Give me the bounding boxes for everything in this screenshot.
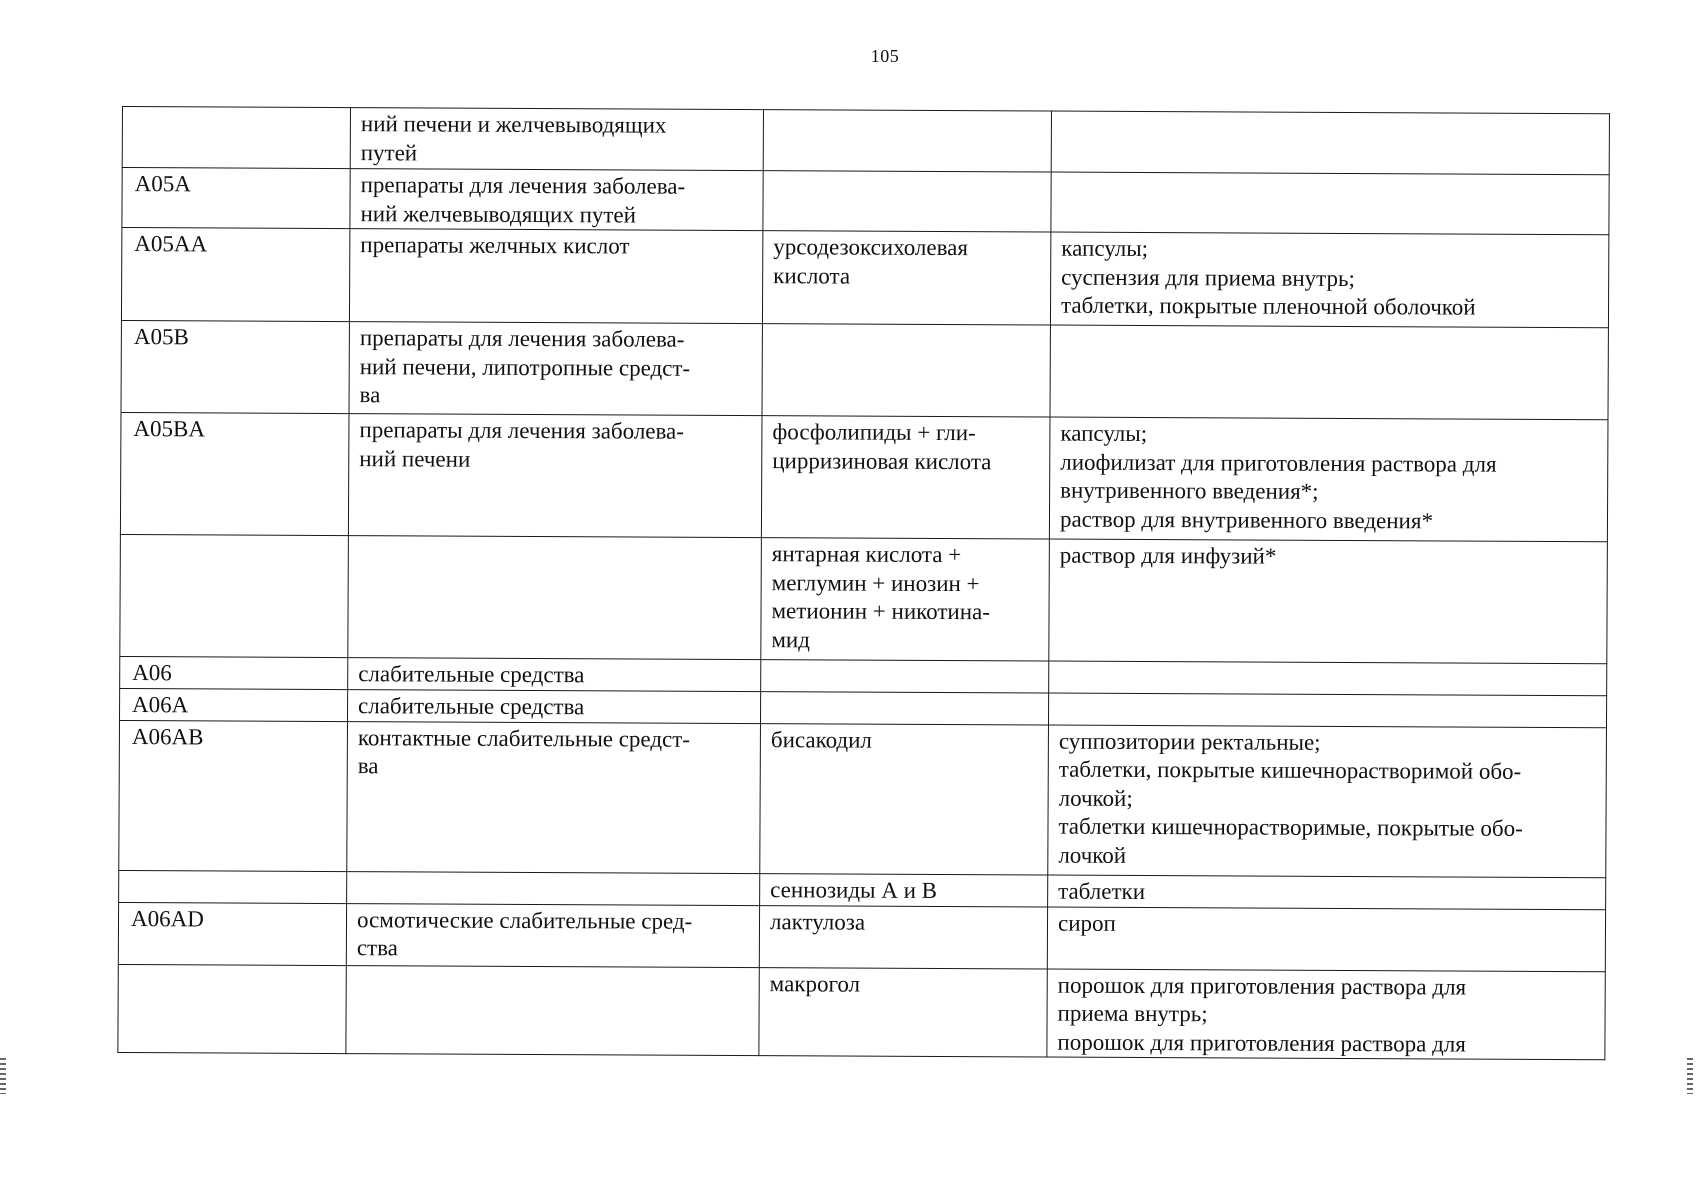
cell-line: суппозитории ректальные; <box>1058 728 1321 755</box>
anatomical-group-cell <box>350 169 763 231</box>
substance-cell <box>759 905 1047 968</box>
atc-code-cell <box>119 870 347 903</box>
substance-cell <box>762 324 1050 417</box>
substance-cell <box>761 660 1049 693</box>
substance-cell <box>763 110 1051 172</box>
right-margin-mark <box>1687 1058 1693 1094</box>
dosage-forms-cell <box>1049 661 1607 696</box>
table-row <box>118 964 1605 1060</box>
dosage-forms-cell <box>1048 725 1607 878</box>
table-row <box>122 107 1609 175</box>
cell-line: меглумин + инозин + <box>771 569 980 596</box>
cell-line: таблетки, покрытые кишечнорастворимой обо- <box>1058 756 1522 784</box>
dosage-forms-cell <box>1047 907 1605 972</box>
dosage-forms-cell <box>1051 111 1609 175</box>
substance-cell <box>761 416 1050 539</box>
table-row <box>118 902 1605 971</box>
anatomical-group-cell <box>346 903 759 967</box>
cell-line: препараты желчных кислот <box>360 232 630 259</box>
anatomical-group-cell <box>348 414 762 538</box>
anatomical-group-cell <box>349 229 762 324</box>
anatomical-group-cell <box>346 965 759 1056</box>
anatomical-group-cell <box>350 108 763 171</box>
atc-code-cell: A06 <box>120 656 348 689</box>
cell-line: ва <box>359 382 381 408</box>
cell-line: бисакодил <box>770 726 873 753</box>
cell-line: урсодезоксихолевая <box>773 234 969 261</box>
cell-line: слабительные средства <box>358 693 585 720</box>
cell-line: препараты для лечения заболева- <box>359 417 685 444</box>
substance-cell <box>760 723 1049 874</box>
table-row <box>121 228 1608 328</box>
cell-line: внутривенного введения*; <box>1060 477 1319 504</box>
cell-line: порошок для приготовления раствора для <box>1057 1029 1466 1057</box>
cell-line: препараты для лечения заболева- <box>359 325 685 352</box>
cell-line: цирризиновая кислота <box>772 447 992 474</box>
substance-cell <box>762 231 1050 325</box>
cell-line: препараты для лечения заболева- <box>360 172 686 199</box>
cell-line: ства <box>356 935 398 961</box>
page-number: 105 <box>870 46 900 66</box>
substance-cell <box>760 873 1048 906</box>
atc-code-cell: A05BA <box>120 412 349 535</box>
atc-code-cell <box>122 107 350 169</box>
atc-code-cell <box>118 964 346 1054</box>
cell-line: приема внутрь; <box>1057 1000 1208 1027</box>
substance-cell <box>761 538 1050 661</box>
anatomical-group-cell <box>347 690 760 724</box>
table-body <box>118 107 1610 1060</box>
cell-line: ний печени, липотропные средст- <box>359 353 691 381</box>
cell-line: слабительные средства <box>358 661 585 688</box>
cell-line: ний печени и желчевыводящих <box>360 111 667 138</box>
dosage-forms-cell <box>1049 539 1608 664</box>
anatomical-group-cell <box>348 536 762 660</box>
dosage-forms-cell <box>1047 969 1605 1060</box>
table-row <box>120 412 1608 541</box>
cell-line: осмотические слабительные сред- <box>356 906 693 934</box>
cell-line: ний желчевыводящих путей <box>360 200 637 228</box>
cell-line: сироп <box>1057 910 1116 936</box>
dosage-forms-cell <box>1048 875 1606 910</box>
cell-line: капсулы; <box>1061 235 1149 262</box>
atc-code-cell: A05B <box>121 320 349 413</box>
atc-code-cell: A06AB <box>119 720 348 871</box>
anatomical-group-cell <box>347 721 761 873</box>
atc-code-cell: A05A <box>122 168 350 229</box>
cell-line: кислота <box>773 262 851 289</box>
table-row <box>119 720 1607 877</box>
table-row <box>120 534 1608 663</box>
cell-line: путей <box>360 139 418 165</box>
dosage-forms-cell <box>1051 172 1609 235</box>
dosage-forms-cell <box>1050 325 1608 420</box>
cell-line: контактные слабительные средст- <box>357 724 691 752</box>
anatomical-group-cell <box>348 658 761 692</box>
anatomical-group-cell <box>347 871 760 905</box>
cell-line: фосфолипиды + гли- <box>772 419 976 446</box>
atc-code-cell: A06AD <box>118 902 346 965</box>
cell-line: ний печени <box>359 445 471 472</box>
cell-line: порошок для приготовления раствора для <box>1057 972 1467 1000</box>
table-row <box>122 168 1609 235</box>
atc-code-cell: A06A <box>119 688 347 721</box>
cell-line: таблетки <box>1058 878 1146 904</box>
cell-line: мид <box>771 626 811 652</box>
cell-line: янтарная кислота + <box>771 541 962 568</box>
left-margin-mark <box>0 1058 6 1094</box>
substance-cell <box>763 171 1051 232</box>
cell-line: суспензия для приема внутрь; <box>1061 264 1355 291</box>
cell-line: макрогол <box>769 970 861 997</box>
substance-cell <box>760 692 1048 725</box>
cell-line: раствор для инфузий* <box>1059 542 1277 569</box>
cell-line: лактулоза <box>769 908 866 935</box>
anatomical-group-cell <box>349 322 762 416</box>
dosage-forms-cell <box>1048 693 1606 727</box>
atc-code-cell: A05AA <box>121 228 349 322</box>
cell-line: лочкой; <box>1058 785 1133 811</box>
substance-cell <box>759 967 1047 1057</box>
cell-line: метионин + никотина- <box>771 598 990 625</box>
cell-line: лиофилизат для приготовления раствора для <box>1060 449 1497 477</box>
cell-line: таблетки, покрытые пленочной оболочкой <box>1060 292 1476 320</box>
cell-line: капсулы; <box>1060 420 1148 447</box>
medication-table <box>117 106 1610 1060</box>
cell-line: лочкой <box>1058 842 1127 868</box>
cell-line: раствор для внутривенного введения* <box>1059 506 1434 533</box>
dosage-forms-cell <box>1050 232 1608 328</box>
dosage-forms-cell <box>1049 417 1608 542</box>
atc-code-cell <box>120 534 349 657</box>
cell-line: ва <box>357 753 379 779</box>
cell-line: таблетки кишечнорастворимые, покрытые обо- <box>1058 813 1523 841</box>
cell-line: сеннозиды А и В <box>770 876 938 903</box>
table-row <box>121 320 1608 419</box>
